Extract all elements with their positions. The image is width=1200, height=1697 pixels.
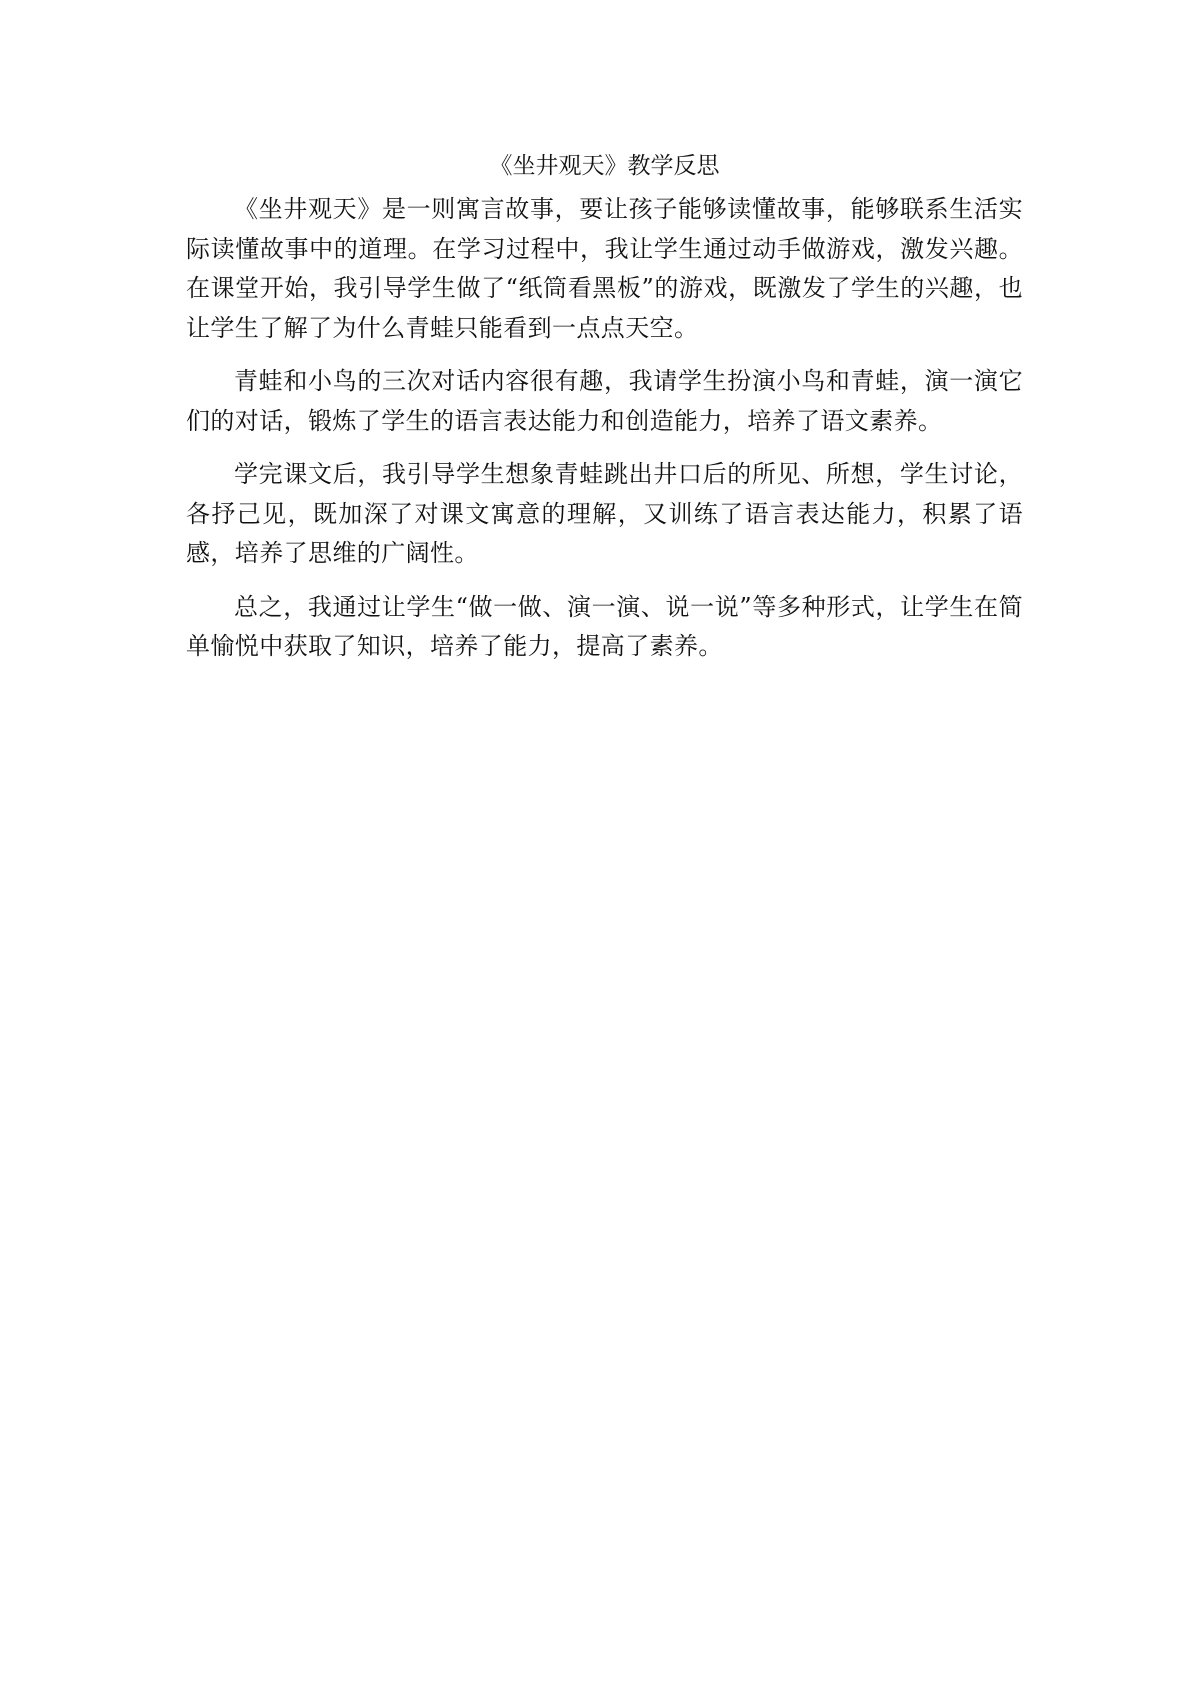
paragraph-2: 青蛙和小鸟的三次对话内容很有趣，我请学生扮演小鸟和青蛙，演一演它们的对话，锻炼了学生的语言表达能力和创造能力，培养了语文素养。	[186, 367, 1023, 435]
document-title: 《坐井观天》教学反思	[489, 153, 720, 179]
paragraph-4: 总之，我通过让学生“做一做、演一演、说一说”等多种形式，让学生在简单愉悦中获取了知识，培养了能力，提高了素养。	[186, 592, 1023, 660]
paragraph-1: 《坐井观天》是一则寓言故事，要让孩子能够读懂故事，能够联系生活实际读懂故事中的道理。在学习过程中，我让学生通过动手做游戏，激发兴趣。在课堂开始，我引导学生做了“纸筒看黑板”的游戏，既激发了学生的兴趣，也让学生了解了为什么青蛙只能看到一点点天空。	[186, 195, 1023, 342]
paragraph-3: 学完课文后，我引导学生想象青蛙跳出井口后的所见、所想，学生讨论，各抒己见，既加深了对课文寓意的理解，又训练了语言表达能力，积累了语感，培养了思维的广阔性。	[186, 460, 1023, 567]
document-body	[186, 148, 1023, 667]
